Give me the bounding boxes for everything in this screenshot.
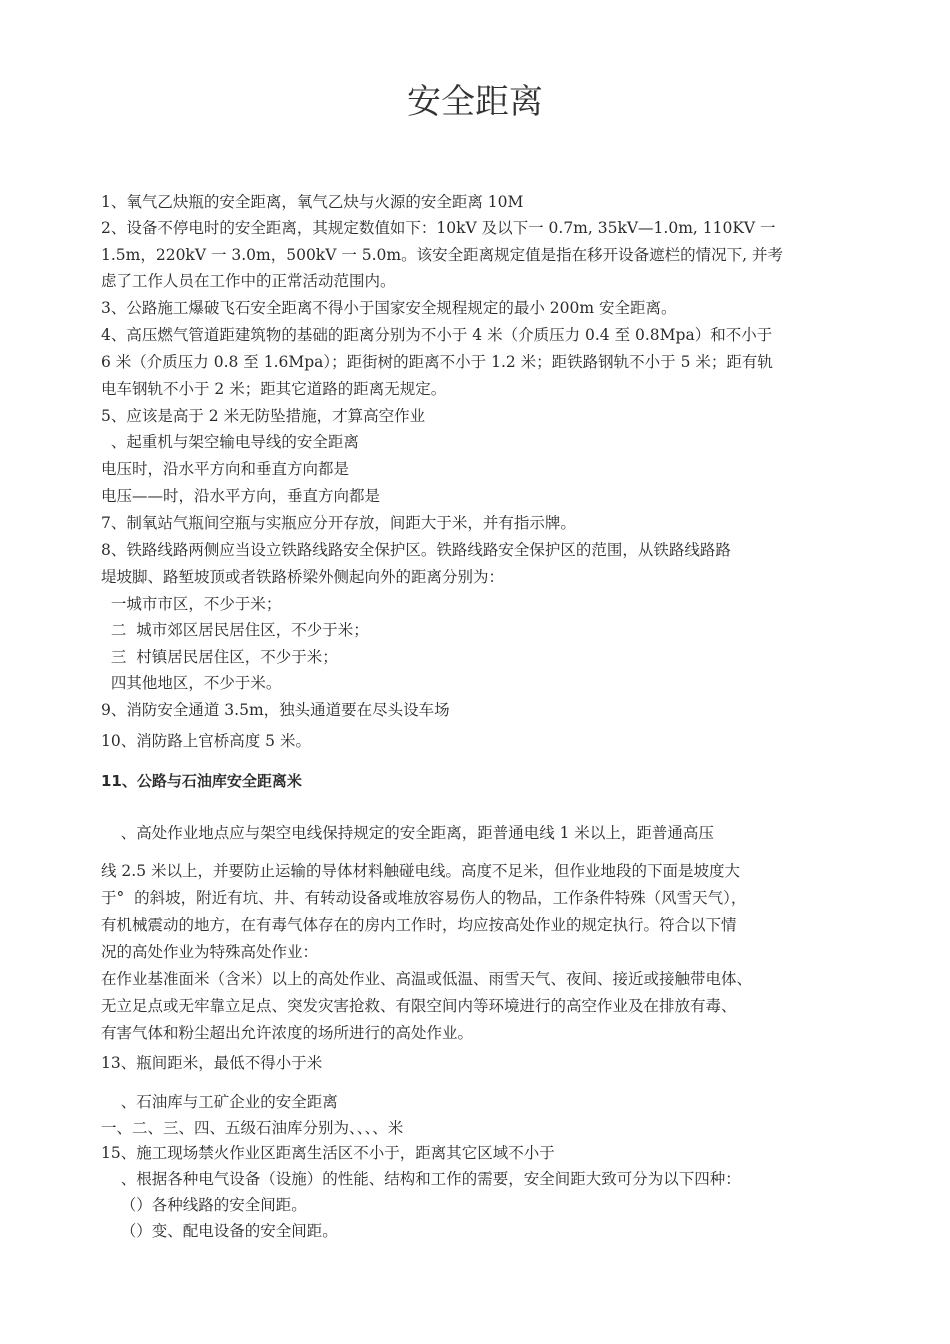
text-line: 、石油库与工矿企业的安全距离: [101, 1093, 338, 1111]
text-line: 堤坡脚、路堑坡顶或者铁路桥梁外侧起向外的距离分别为：: [101, 568, 505, 586]
text-line: 三 村镇居民居住区，不少于米；: [101, 648, 338, 666]
text-line: 5、应该是高于 2 米无防坠措施，才算高空作业: [101, 407, 426, 425]
text-line: 电压时，沿水平方向和垂直方向都是: [101, 460, 350, 478]
text-line: 4、高压燃气管道距建筑物的基础的距离分别为不小于 4 米（介质压力 0.4 至 0.8Mpa）和不小于: [101, 326, 773, 344]
text-line: 一城市市区，不少于米；: [101, 595, 282, 613]
text-line: 四其他地区，不少于米。: [101, 674, 282, 692]
text-line: 8、铁路线路两侧应当设立铁路线路安全保护区。铁路线路安全保护区的范围，从铁路线路路: [101, 541, 731, 559]
text-line: 电压——时，沿水平方向，垂直方向都是: [101, 487, 381, 505]
text-line: 、起重机与架空输电导线的安全距离: [101, 433, 359, 451]
text-line: 虑了工作人员在工作中的正常活动范围内。: [101, 272, 396, 290]
text-line: 7、制氧站气瓶间空瓶与实瓶应分开存放，间距大于米，并有指示牌。: [101, 514, 576, 532]
text-line: 10、消防路上官桥高度 5 米。: [101, 732, 311, 750]
text-line: 一、二、三、四、五级石油库分别为、、、、米: [101, 1119, 404, 1137]
text-line: 于° 的斜坡，附近有坑、井、有转动设备或堆放容易伤人的物品，工作条件特殊（风雪天气），: [101, 889, 747, 907]
text-line: 况的高处作业为特殊高处作业：: [101, 943, 319, 961]
text-line: 、根据各种电气设备（设施）的性能、结构和工作的需要，安全间距大致可分为以下四种：: [101, 1170, 741, 1188]
text-line: 、高处作业地点应与架空电线保持规定的安全距离，距普通电线 1 米以上，距普通高压: [101, 824, 714, 842]
text-line: 线 2.5 米以上，并要防止运输的导体材料触碰电线。高度不足米，但作业地段的下面是坡度大: [101, 862, 741, 880]
text-line: （）变、配电设备的安全间距。: [101, 1222, 338, 1240]
text-line: 6 米（介质压力 0.8 至 1.6Mpa）；距街树的距离不小于 1.2 米；距铁路钢轨不小于 5 米；距有轨: [101, 353, 773, 371]
text-line: 3、公路施工爆破飞石安全距离不得小于国家安全规程规定的最小 200m 安全距离。: [101, 299, 677, 317]
section-heading: 11、公路与石油库安全距离米: [101, 772, 302, 790]
text-line: 1、氧气乙炔瓶的安全距离，氧气乙炔与火源的安全距离 10M: [101, 193, 524, 211]
text-line: 有机械震动的地方，在有毒气体存在的房内工作时，均应按高处作业的规定执行。符合以下情: [101, 916, 737, 934]
text-line: 13、瓶间距米，最低不得小于米: [101, 1054, 323, 1072]
text-line: 有害气体和粉尘超出允许浓度的场所进行的高处作业。: [101, 1024, 474, 1042]
text-line: 2、设备不停电时的安全距离，其规定数值如下：10kV 及以下一 0.7m, 35kV—1.0m, 110KV 一: [101, 219, 776, 237]
text-line: 电车钢轨不小于 2 米；距其它道路的距离无规定。: [101, 380, 447, 398]
text-line: （）各种线路的安全间距。: [101, 1196, 307, 1214]
text-line: 无立足点或无牢靠立足点、突发灾害抢救、有限空间内等环境进行的高空作业及在排放有毒、: [101, 997, 737, 1015]
text-line: 15、施工现场禁火作业区距离生活区不小于，距离其它区域不小于: [101, 1144, 555, 1162]
text-line: 9、消防安全通道 3.5m，独头通道要在尽头设车场: [101, 701, 450, 719]
text-line: 二 城市郊区居民居住区，不少于米；: [101, 621, 369, 639]
text-line: 在作业基准面米（含米）以上的高处作业、高温或低温、雨雪天气、夜间、接近或接触带电体、: [101, 970, 753, 988]
page-title: 安全距离: [407, 82, 543, 122]
text-line: 1.5m，220kV 一 3.0m，500kV 一 5.0m。该安全距离规定值是指在移开设备遮栏的情况下, 并考: [101, 246, 783, 264]
